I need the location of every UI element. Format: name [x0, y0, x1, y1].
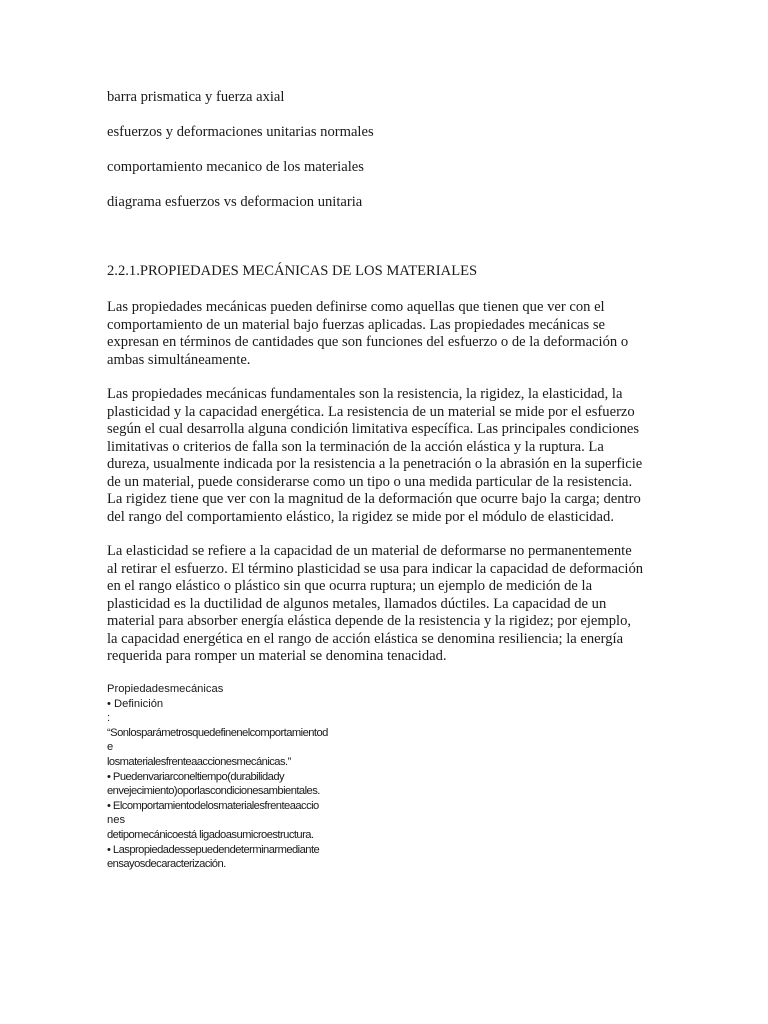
paragraph-line: en el rango elástico o plástico sin que ocurra ruptura; un ejemplo de medición de la: [107, 578, 593, 594]
slide-line: envejecimiento)oporlascondicionesambientales.: [107, 785, 320, 798]
topic-line: comportamiento mecanico de los materiales: [107, 159, 364, 175]
paragraph-line: ambas simultáneamente.: [107, 351, 251, 368]
paragraph-line: según el cual desarrolla alguna condición limitativa específica. Las principales condiciones: [107, 421, 640, 437]
paragraph-elasticity: [107, 543, 643, 666]
paragraph-line: material para absorber energía elástica depende de la resistencia y la rigidez; por ejemplo,: [107, 613, 632, 629]
paragraph-line: dureza, usualmente indicada por la resistencia a la penetración o la abrasión en la superficie: [107, 456, 643, 472]
slide-line: :: [107, 712, 111, 725]
topic-line: barra prismatica y fuerza axial: [107, 89, 285, 105]
paragraph-line: La rigidez tiene que ver con la magnitud de la deformación que ocurre bajo la carga; dentro: [107, 491, 641, 507]
paragraph-fundamental-properties: [107, 386, 642, 526]
slide-line: “Sonlosparámetrosquedefinenelcomportamientod: [107, 726, 328, 739]
paragraph-line: requerida para romper un material se denomina tenacidad.: [107, 648, 447, 664]
paragraph-line: la capacidad energética en el rango de acción elástica se denomina resiliencia; la energía: [107, 630, 624, 647]
paragraph-line: limitativas o criterios de falla son la terminación de la acción elástica y la ruptura. La: [107, 438, 604, 455]
paragraph-line: del rango del comportamiento elástico, la rigidez se mide por el módulo de elasticidad.: [107, 508, 614, 525]
topic-line: diagrama esfuerzos vs deformacion unitaria: [107, 194, 363, 210]
slide-line: nes: [107, 814, 126, 827]
slide-bullet: • Laspropiedadessepuedendeterminarmediante: [107, 843, 320, 856]
topic-line: esfuerzos y deformaciones unitarias normales: [107, 124, 374, 140]
paragraph-line: de un material, puede considerarse como un tipo o una medida particular de la resistencia.: [107, 473, 633, 490]
slide-line: losmaterialesfrenteaaccionesmecánicas.”: [107, 755, 291, 768]
paragraph-line: plasticidad es la ductilidad de algunos metales, llamados dúctiles. La capacidad de un: [107, 595, 607, 612]
slide-line: detipomecánicoestá ligadoasumicroestructura.: [107, 828, 314, 841]
paragraph-line: expresan en términos de cantidades que son funciones del esfuerzo o de la deformación o: [107, 334, 629, 350]
paragraph-definition: [107, 299, 628, 369]
paragraph-line: al retirar el esfuerzo. El término plasticidad se usa para indicar la capacidad de deformación: [107, 560, 644, 577]
paragraph-line: La elasticidad se refiere a la capacidad de un material de deformarse no permanentemente: [107, 543, 632, 559]
slide-line: e: [107, 741, 114, 754]
paragraph-line: Las propiedades mecánicas pueden definirse como aquellas que tienen que ver con el: [107, 299, 605, 315]
slide-bullet: • Definición: [107, 697, 164, 710]
paragraph-line: Las propiedades mecánicas fundamentales son la resistencia, la rigidez, la elasticidad, la: [107, 386, 623, 402]
section-heading: 2.2.1.PROPIEDADES MECÁNICAS DE LOS MATERIALES: [107, 263, 478, 279]
slide-extract: [107, 682, 328, 872]
slide-line: ensayosdecaracterización.: [107, 858, 226, 871]
slide-bullet: • Puedenvariarconeltiempo(durabilidady: [107, 770, 285, 783]
slide-bullet: • Elcomportamientodelosmaterialesfrenteaaccio: [107, 799, 319, 812]
paragraph-line: plasticidad y la capacidad energética. La resistencia de un material se mide por el esfuerzo: [107, 403, 635, 420]
slide-title: Propiedadesmecánicas: [107, 683, 224, 695]
paragraph-line: comportamiento de un material bajo fuerzas aplicadas. Las propiedades mecánicas se: [107, 316, 606, 333]
